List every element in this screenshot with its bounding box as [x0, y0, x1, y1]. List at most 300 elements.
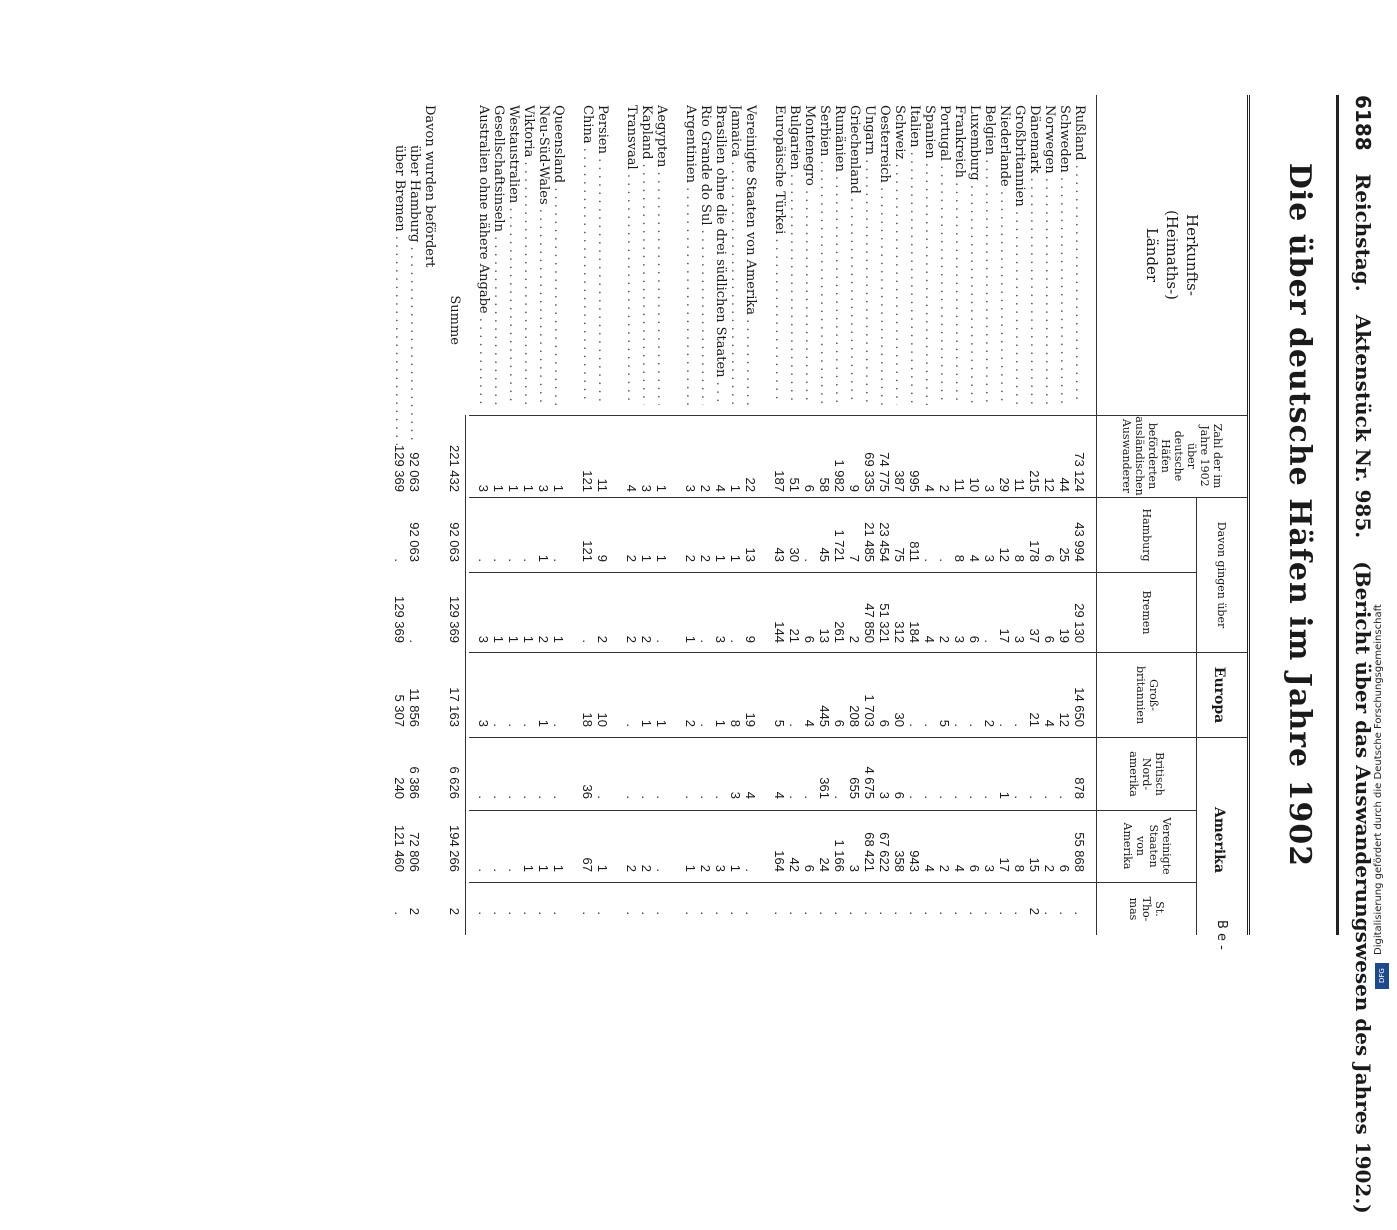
- cell-col-2: 312: [892, 621, 907, 643]
- cell-col-2: 3: [713, 635, 728, 643]
- cell-col-1: 92 063: [447, 522, 462, 562]
- cell-col-2: 29 130: [1072, 603, 1087, 643]
- cell-col-4: .: [802, 795, 817, 799]
- cell-col-0: 1: [551, 484, 566, 492]
- table-row: [1042, 105, 1057, 945]
- cell-col-3: 1: [639, 719, 654, 727]
- cell-col-4: .: [506, 795, 521, 799]
- cell-col-5: 3: [847, 864, 862, 872]
- cell-col-0: 2: [698, 484, 713, 492]
- cell-col-6: .: [892, 911, 907, 915]
- cell-col-4: 878: [1072, 777, 1087, 799]
- cell-col-2: 2: [847, 635, 862, 643]
- cell-col-4: 3: [728, 791, 743, 799]
- table-row: [580, 105, 595, 945]
- cell-col-6: .: [698, 911, 713, 915]
- cell-col-4: 3: [877, 791, 892, 799]
- cell-col-0: 9: [847, 484, 862, 492]
- table-row: [862, 105, 877, 945]
- cell-col-5: 2: [624, 864, 639, 872]
- running-head: [1345, 95, 1375, 1214]
- h-bna-1: Britisch: [1153, 752, 1167, 796]
- cell-col-4: .: [713, 795, 728, 799]
- cell-col-5: 1: [728, 864, 743, 872]
- cell-col-4: .: [491, 795, 506, 799]
- cell-col-3: 5: [772, 719, 787, 727]
- cell-col-1: 1: [713, 554, 728, 562]
- cell-col-5: 6: [967, 864, 982, 872]
- cell-col-1: 75: [892, 547, 907, 562]
- table-row: [476, 105, 491, 945]
- cell-col-0: 44: [1057, 477, 1072, 492]
- table-row: [937, 105, 952, 945]
- cell-col-1: .: [506, 558, 521, 562]
- running-head-subject: (Bericht über das Auswanderungswesen des Jahres 1902.): [1351, 561, 1375, 1214]
- cell-col-2: 1: [491, 635, 506, 643]
- cell-col-0: 1: [521, 484, 536, 492]
- cell-col-1: 1: [728, 554, 743, 562]
- h-gb-2: britannien: [1134, 665, 1147, 725]
- header-st-thomas: [1102, 884, 1192, 934]
- h-total-6: ausländischen: [1133, 416, 1146, 496]
- cell-col-3: 10: [595, 712, 610, 727]
- cell-col-0: 1: [491, 484, 506, 492]
- cell-col-0: 29: [997, 477, 1012, 492]
- cell-col-1: 6: [1042, 554, 1057, 562]
- cell-col-1: 43: [772, 547, 787, 562]
- header-gb: [1102, 655, 1192, 735]
- table-row: [683, 105, 698, 945]
- cell-col-5: 55 868: [1072, 832, 1087, 872]
- head-rule: [1336, 95, 1339, 935]
- cell-col-5: 4: [952, 864, 967, 872]
- h-gb-1: Groß-: [1147, 679, 1160, 711]
- h-st-1: St.: [1153, 901, 1167, 917]
- cell-col-0: 6: [802, 484, 817, 492]
- cell-col-5: 358: [892, 850, 907, 872]
- cell-col-3: 208: [847, 705, 862, 727]
- cell-col-5: 1: [595, 864, 610, 872]
- cell-col-1: 3: [982, 554, 997, 562]
- cell-col-3: .: [952, 723, 967, 727]
- cell-col-6: .: [877, 911, 892, 915]
- cell-col-2: 47 850: [862, 603, 877, 643]
- row-label: Gesellschaftsinseln . . .: [491, 105, 506, 405]
- row-label: Neu-Süd-Wales . . .: [536, 105, 551, 405]
- cell-col-3: 5: [937, 719, 952, 727]
- h-total-1: Zahl der im: [1211, 423, 1224, 489]
- table-row: [952, 105, 967, 945]
- cell-col-3: 4: [802, 719, 817, 727]
- sum-row: [447, 105, 462, 945]
- cell-col-1: 45: [817, 547, 832, 562]
- header-europa: Europa: [1211, 666, 1228, 724]
- cell-col-6: .: [683, 911, 698, 915]
- cell-col-0: 387: [892, 470, 907, 492]
- table-row: [922, 105, 937, 945]
- cell-col-6: .: [907, 911, 922, 915]
- cell-col-6: .: [654, 911, 669, 915]
- h-bna-3: amerika: [1127, 751, 1141, 797]
- cell-col-2: 3: [1012, 635, 1027, 643]
- cell-col-2: 1: [521, 635, 536, 643]
- cell-col-3: 445: [817, 705, 832, 727]
- cell-col-4: .: [922, 795, 937, 799]
- cell-col-2: 2: [595, 635, 610, 643]
- cell-col-2: 2: [624, 635, 639, 643]
- row-label: über Bremen . . .: [392, 105, 407, 445]
- h-usa-1: Vereinigte: [1160, 817, 1173, 875]
- cell-col-5: 15: [1027, 857, 1042, 872]
- row-label: Italien . . .: [907, 105, 922, 405]
- cell-col-1: 13: [743, 547, 758, 562]
- row-label: Argentinien . . .: [683, 105, 698, 405]
- row-label: Schweiz . . .: [892, 105, 907, 405]
- cell-col-0: 11: [1012, 478, 1027, 492]
- cell-col-5: 8: [1012, 864, 1027, 872]
- cell-col-2: 3: [952, 635, 967, 643]
- cell-col-5: 3: [713, 864, 728, 872]
- cell-col-1: 121: [580, 540, 595, 562]
- table-row: [595, 105, 610, 945]
- cell-col-0: 221 432: [447, 445, 462, 492]
- table-row: [802, 105, 817, 945]
- cell-col-3: 17 163: [447, 687, 462, 727]
- cell-col-1: .: [521, 558, 536, 562]
- cell-col-5: 24: [817, 857, 832, 872]
- cell-col-2: 13: [817, 628, 832, 643]
- cell-col-2: 144: [772, 621, 787, 643]
- cell-col-6: .: [952, 911, 967, 915]
- cell-col-4: .: [832, 795, 847, 799]
- row-label: Transvaal . . .: [624, 105, 639, 405]
- cell-col-4: .: [1057, 795, 1072, 799]
- cell-col-1: 1: [536, 554, 551, 562]
- cell-col-5: 2: [937, 864, 952, 872]
- cell-col-1: 7: [847, 554, 862, 562]
- page-title: Die über deutsche Häfen im Jahre 1902: [1282, 162, 1317, 868]
- cell-col-4: .: [787, 795, 802, 799]
- cell-col-4: .: [536, 795, 551, 799]
- cell-col-0: 12: [1042, 477, 1057, 492]
- table-row: [907, 105, 922, 945]
- davon-row: [407, 105, 422, 945]
- header-total: [1102, 416, 1242, 496]
- cell-col-0: 1 982: [832, 459, 847, 492]
- cell-col-1: 1: [654, 554, 669, 562]
- cell-col-3: .: [1012, 723, 1027, 727]
- table-row: [713, 105, 728, 945]
- cell-col-6: .: [551, 911, 566, 915]
- cell-col-5: 1: [551, 864, 566, 872]
- row-label: Rußland . . .: [1072, 105, 1087, 405]
- header-sub-rule: [1196, 498, 1197, 935]
- table-row: [521, 105, 536, 945]
- cell-col-5: 67: [580, 857, 595, 872]
- cell-col-1: .: [491, 558, 506, 562]
- cell-col-3: .: [491, 723, 506, 727]
- cell-col-3: 14 650: [1072, 687, 1087, 727]
- cell-col-0: 51: [787, 477, 802, 492]
- cell-col-6: .: [392, 911, 407, 915]
- row-label: Bulgarien . . .: [787, 105, 802, 405]
- cell-col-0: 3: [536, 484, 551, 492]
- cell-col-2: 261: [832, 621, 847, 643]
- cell-col-4: 240: [392, 777, 407, 799]
- cell-col-6: .: [847, 911, 862, 915]
- cell-col-4: .: [476, 795, 491, 799]
- row-label: Kapland . . .: [639, 105, 654, 405]
- cell-col-0: 4: [624, 484, 639, 492]
- cell-col-0: 11: [952, 478, 967, 492]
- table-row: [624, 105, 639, 945]
- cell-col-5: .: [506, 868, 521, 872]
- cell-col-2: 1: [683, 635, 698, 643]
- row-label: Rio Grande do Sul . . .: [698, 105, 713, 405]
- header-origin: [1102, 105, 1242, 405]
- cell-col-2: 6: [802, 635, 817, 643]
- row-label: Oesterreich . . .: [877, 105, 892, 405]
- h-st-3: mas: [1127, 897, 1141, 921]
- cell-col-3: .: [551, 723, 566, 727]
- cell-col-0: 995: [907, 470, 922, 492]
- cell-col-5: 2: [639, 864, 654, 872]
- table-row: [967, 105, 982, 945]
- cell-col-3: 12: [1057, 712, 1072, 727]
- cell-col-3: 1: [713, 719, 728, 727]
- cell-col-0: 1: [728, 484, 743, 492]
- cell-col-4: 4: [772, 791, 787, 799]
- cell-col-3: 8: [728, 719, 743, 727]
- cell-col-1: 2: [683, 554, 698, 562]
- cell-col-4: 6: [892, 791, 907, 799]
- cell-col-6: .: [937, 911, 952, 915]
- cell-col-1: 30: [787, 547, 802, 562]
- cell-col-2: .: [654, 639, 669, 643]
- cell-col-4: .: [967, 795, 982, 799]
- row-label: Schweden . . .: [1057, 105, 1072, 405]
- cell-col-2: 2: [639, 635, 654, 643]
- table-row: [892, 105, 907, 945]
- cell-col-4: .: [907, 795, 922, 799]
- cell-col-1: .: [802, 558, 817, 562]
- table-row: [877, 105, 892, 945]
- cell-col-6: .: [967, 911, 982, 915]
- header-origin-line2: (Heimaths-): [1163, 209, 1181, 301]
- cell-col-2: .: [698, 639, 713, 643]
- cell-col-2: 37: [1027, 628, 1042, 643]
- row-label: Niederlande . . .: [997, 105, 1012, 405]
- dfg-logo: DFG: [1375, 963, 1389, 989]
- cell-col-6: .: [743, 911, 758, 915]
- cell-col-1: 12: [997, 547, 1012, 562]
- cell-col-2: .: [728, 639, 743, 643]
- cell-col-5: 2: [698, 864, 713, 872]
- cell-col-5: 1: [536, 864, 551, 872]
- cell-col-6: .: [1042, 911, 1057, 915]
- cell-col-3: 5 307: [392, 694, 407, 727]
- cell-col-2: 6: [1042, 635, 1057, 643]
- cell-col-1: .: [937, 558, 952, 562]
- cell-col-2: 2: [937, 635, 952, 643]
- header-amerika: Amerika: [1211, 806, 1228, 874]
- cell-col-2: 3: [476, 635, 491, 643]
- row-label: Jamaica . . .: [728, 105, 743, 405]
- cell-col-2: 6: [967, 635, 982, 643]
- running-head-parliament: Reichstag.: [1351, 173, 1375, 292]
- cell-col-0: 4: [713, 484, 728, 492]
- h-total-4: Häfen: [1159, 439, 1172, 473]
- cell-col-4: .: [1027, 795, 1042, 799]
- cell-col-2: 1: [551, 635, 566, 643]
- table-row: [817, 105, 832, 945]
- cell-col-2: .: [407, 639, 422, 643]
- header-via-group: Davon gingen über: [1215, 521, 1229, 629]
- cell-col-5: 1: [683, 864, 698, 872]
- cell-col-4: 6 386: [407, 766, 422, 799]
- table-row: [639, 105, 654, 945]
- davon-heading-row: [422, 105, 437, 945]
- cell-col-5: 121 460: [392, 825, 407, 872]
- cell-col-3: 11 856: [407, 688, 422, 727]
- header-usa: [1102, 812, 1192, 880]
- cell-col-6: 2: [447, 907, 462, 915]
- table-row: [787, 105, 802, 945]
- table-row: [982, 105, 997, 945]
- cell-col-0: 1: [506, 484, 521, 492]
- table-row: [551, 105, 566, 945]
- row-label: Persien . . .: [595, 105, 610, 405]
- row-label: Viktoria . . .: [521, 105, 536, 405]
- cell-col-2: 51 321: [877, 603, 892, 643]
- cell-col-0: 69 335: [862, 452, 877, 492]
- h-usa-2: Staaten: [1147, 824, 1160, 868]
- cell-col-0: 215: [1027, 470, 1042, 492]
- cell-col-4: .: [1042, 795, 1057, 799]
- row-label: Spanien . . .: [922, 105, 937, 405]
- cell-col-6: .: [536, 911, 551, 915]
- table-row: [536, 105, 551, 945]
- cell-col-1: 4: [967, 554, 982, 562]
- h-bna-2: Nord-: [1140, 757, 1154, 791]
- cell-col-0: 3: [639, 484, 654, 492]
- cell-col-1: 25: [1057, 547, 1072, 562]
- cell-col-4: .: [521, 795, 536, 799]
- cell-col-3: .: [997, 723, 1012, 727]
- cell-col-3: 2: [982, 719, 997, 727]
- table-row: [1012, 105, 1027, 945]
- cell-col-6: .: [713, 911, 728, 915]
- cell-col-5: 42: [787, 857, 802, 872]
- cell-col-6: .: [832, 911, 847, 915]
- row-label: Vereinigte Staaten von Amerika . . .: [743, 105, 758, 405]
- row-label: Norwegen . . .: [1042, 105, 1057, 405]
- cell-col-0: 3: [683, 484, 698, 492]
- cell-col-4: .: [698, 795, 713, 799]
- cell-col-3: .: [922, 723, 937, 727]
- h-total-2: Jahre 1902: [1198, 425, 1211, 487]
- cell-col-6: .: [802, 911, 817, 915]
- cell-col-5: 17: [997, 857, 1012, 872]
- cell-col-2: 129 369: [447, 596, 462, 643]
- row-label: Rumänien . . .: [832, 105, 847, 405]
- cell-col-6: .: [491, 911, 506, 915]
- page-number: 6188: [1351, 95, 1375, 151]
- header-bremen: Bremen: [1140, 590, 1154, 635]
- cell-col-1: 23 454: [877, 522, 892, 562]
- cell-col-3: 6: [877, 719, 892, 727]
- cell-col-3: .: [506, 723, 521, 727]
- cell-col-5: 67 622: [877, 832, 892, 872]
- cell-col-1: .: [476, 558, 491, 562]
- cell-col-0: 187: [772, 470, 787, 492]
- cell-col-3: 1: [536, 719, 551, 727]
- table-row: [654, 105, 669, 945]
- cell-col-0: 3: [982, 484, 997, 492]
- table-row: [772, 105, 787, 945]
- table-row: [1027, 105, 1042, 945]
- cell-col-4: 4 675: [862, 766, 877, 799]
- cell-col-4: .: [595, 795, 610, 799]
- cell-col-5: 1 166: [832, 839, 847, 872]
- cell-col-4: 655: [847, 777, 862, 799]
- row-label: Großbritannien . . .: [1012, 105, 1027, 405]
- cell-col-4: .: [654, 795, 669, 799]
- cell-col-5: .: [491, 868, 506, 872]
- sum-rule: [465, 415, 466, 935]
- table-row: [728, 105, 743, 945]
- title-rule: [1247, 95, 1250, 935]
- cell-col-5: 4: [922, 864, 937, 872]
- cell-col-0: 73 124: [1072, 452, 1087, 492]
- cell-col-3: .: [787, 723, 802, 727]
- table-row: [743, 105, 758, 945]
- cell-col-4: 36: [580, 784, 595, 799]
- cell-col-5: 68 421: [862, 832, 877, 872]
- cell-col-3: 4: [1042, 719, 1057, 727]
- davon-heading: Davon wurden befördert: [422, 105, 437, 268]
- cell-col-1: 8: [1012, 554, 1027, 562]
- cell-col-0: 74 775: [877, 452, 892, 492]
- cell-col-4: .: [683, 795, 698, 799]
- h-st-2: Tho-: [1140, 896, 1154, 922]
- cell-col-3: 19: [743, 712, 758, 727]
- header-origin-line1: Herkunfts-: [1183, 214, 1201, 296]
- cell-col-1: 21 485: [862, 522, 877, 562]
- cell-col-2: .: [580, 639, 595, 643]
- row-label: Serbien . . .: [817, 105, 832, 405]
- cell-col-5: .: [476, 868, 491, 872]
- cell-col-3: 1 703: [862, 694, 877, 727]
- cell-col-2: 21: [787, 628, 802, 643]
- cell-col-6: .: [728, 911, 743, 915]
- cell-col-6: 2: [407, 907, 422, 915]
- header-origin-line3: Länder: [1143, 227, 1161, 283]
- cell-col-5: 6: [802, 864, 817, 872]
- cell-col-6: .: [862, 911, 877, 915]
- cell-col-0: 10: [967, 477, 982, 492]
- header-bottom-rule: [1096, 95, 1097, 935]
- h-total-7: Auswanderer: [1120, 418, 1133, 494]
- cell-col-3: .: [624, 723, 639, 727]
- table-row: [997, 105, 1012, 945]
- cell-col-1: .: [551, 558, 566, 562]
- table-row: [506, 105, 521, 945]
- cell-col-0: 2: [937, 484, 952, 492]
- cell-col-5: 164: [772, 850, 787, 872]
- cell-col-3: 21: [1027, 712, 1042, 727]
- header-british-na: [1102, 740, 1192, 808]
